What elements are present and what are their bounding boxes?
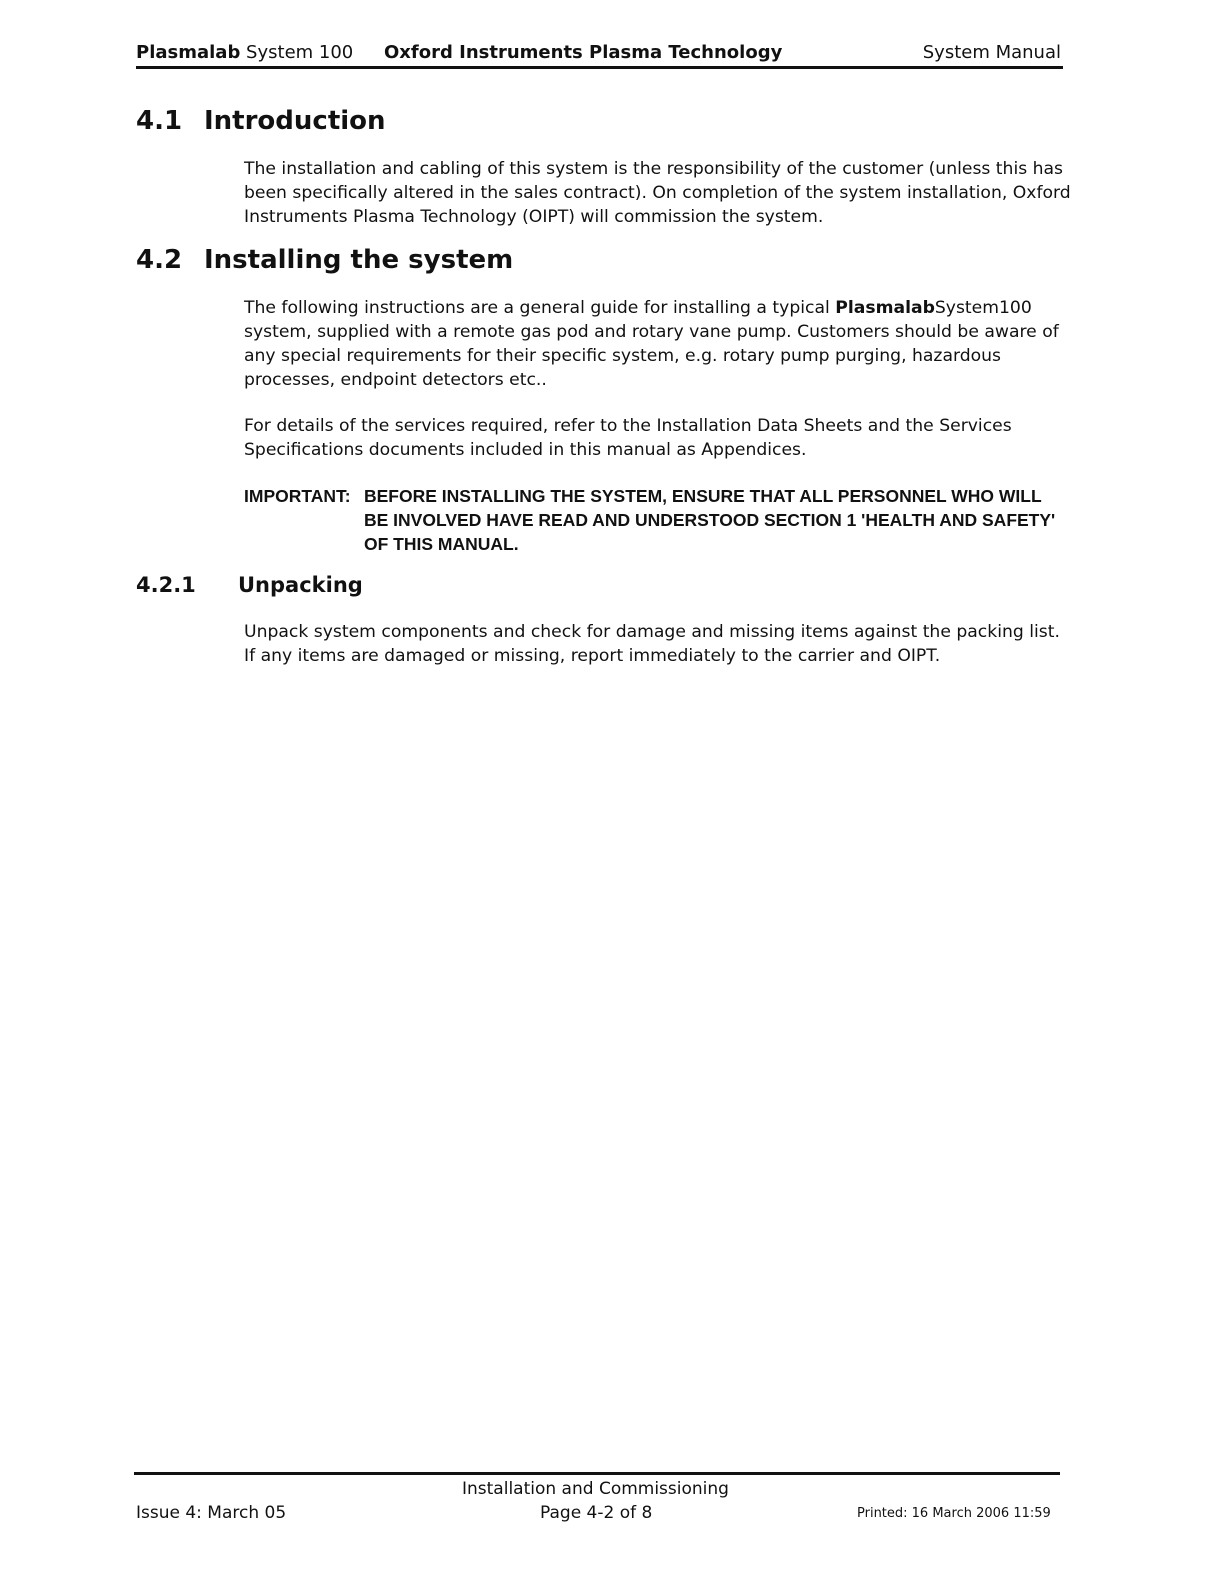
section-heading-4-2: 4.2 Installing the system (136, 245, 514, 275)
intro-paragraph: The installation and cabling of this system is the responsibility of the customer (unless this has been specifically altered in the sales contract). On completion of the system installation, Oxford Instruments Plasma Technology (OIPT) will commission the system. (244, 159, 1071, 227)
important-text: BEFORE INSTALLING THE SYSTEM, ENSURE THAT ALL PERSONNEL WHO WILL BE INVOLVED HAVE READ AND UNDERSTOOD SECTION 1 'HEALTH AND SAFETY' OF THIS MANUAL. (364, 486, 1056, 554)
header-company: Oxford Instruments Plasma Technology (384, 42, 783, 63)
header-product: Plasmalab System 100 (136, 42, 354, 63)
footer-page: Page 4-2 of 8 (540, 1503, 653, 1523)
footer-printed: Printed: 16 March 2006 11:59 (857, 1506, 1051, 1521)
section-heading-4-1: 4.1 Introduction (136, 106, 386, 136)
section-heading-4-2-1: 4.2.1 Unpacking (136, 573, 363, 597)
footer-issue: Issue 4: March 05 (136, 1503, 287, 1523)
installing-paragraph-2: For details of the services required, refer to the Installation Data Sheets and the Services Specifications documents included in this manual as Appendices. (244, 416, 1012, 460)
unpacking-paragraph: Unpack system components and check for damage and missing items against the packing list. If any items are damaged or missing, report immediately to the carrier and OIPT. (244, 622, 1060, 666)
installing-paragraph-1: The following instructions are a general guide for installing a typical PlasmalabSystem100 system, supplied with a remote gas pod and rotary vane pump. Customers should be aware of any special requirements for their specific system, e.g. rotary pump purging, hazardous processes, endpoint detectors etc.. (244, 298, 1059, 390)
footer-divider (134, 1472, 1060, 1475)
header-manual: System Manual (922, 42, 1061, 63)
important-label: IMPORTANT: (244, 486, 351, 506)
footer-chapter: Installation and Commissioning (462, 1479, 729, 1499)
page-header (136, 40, 1063, 69)
